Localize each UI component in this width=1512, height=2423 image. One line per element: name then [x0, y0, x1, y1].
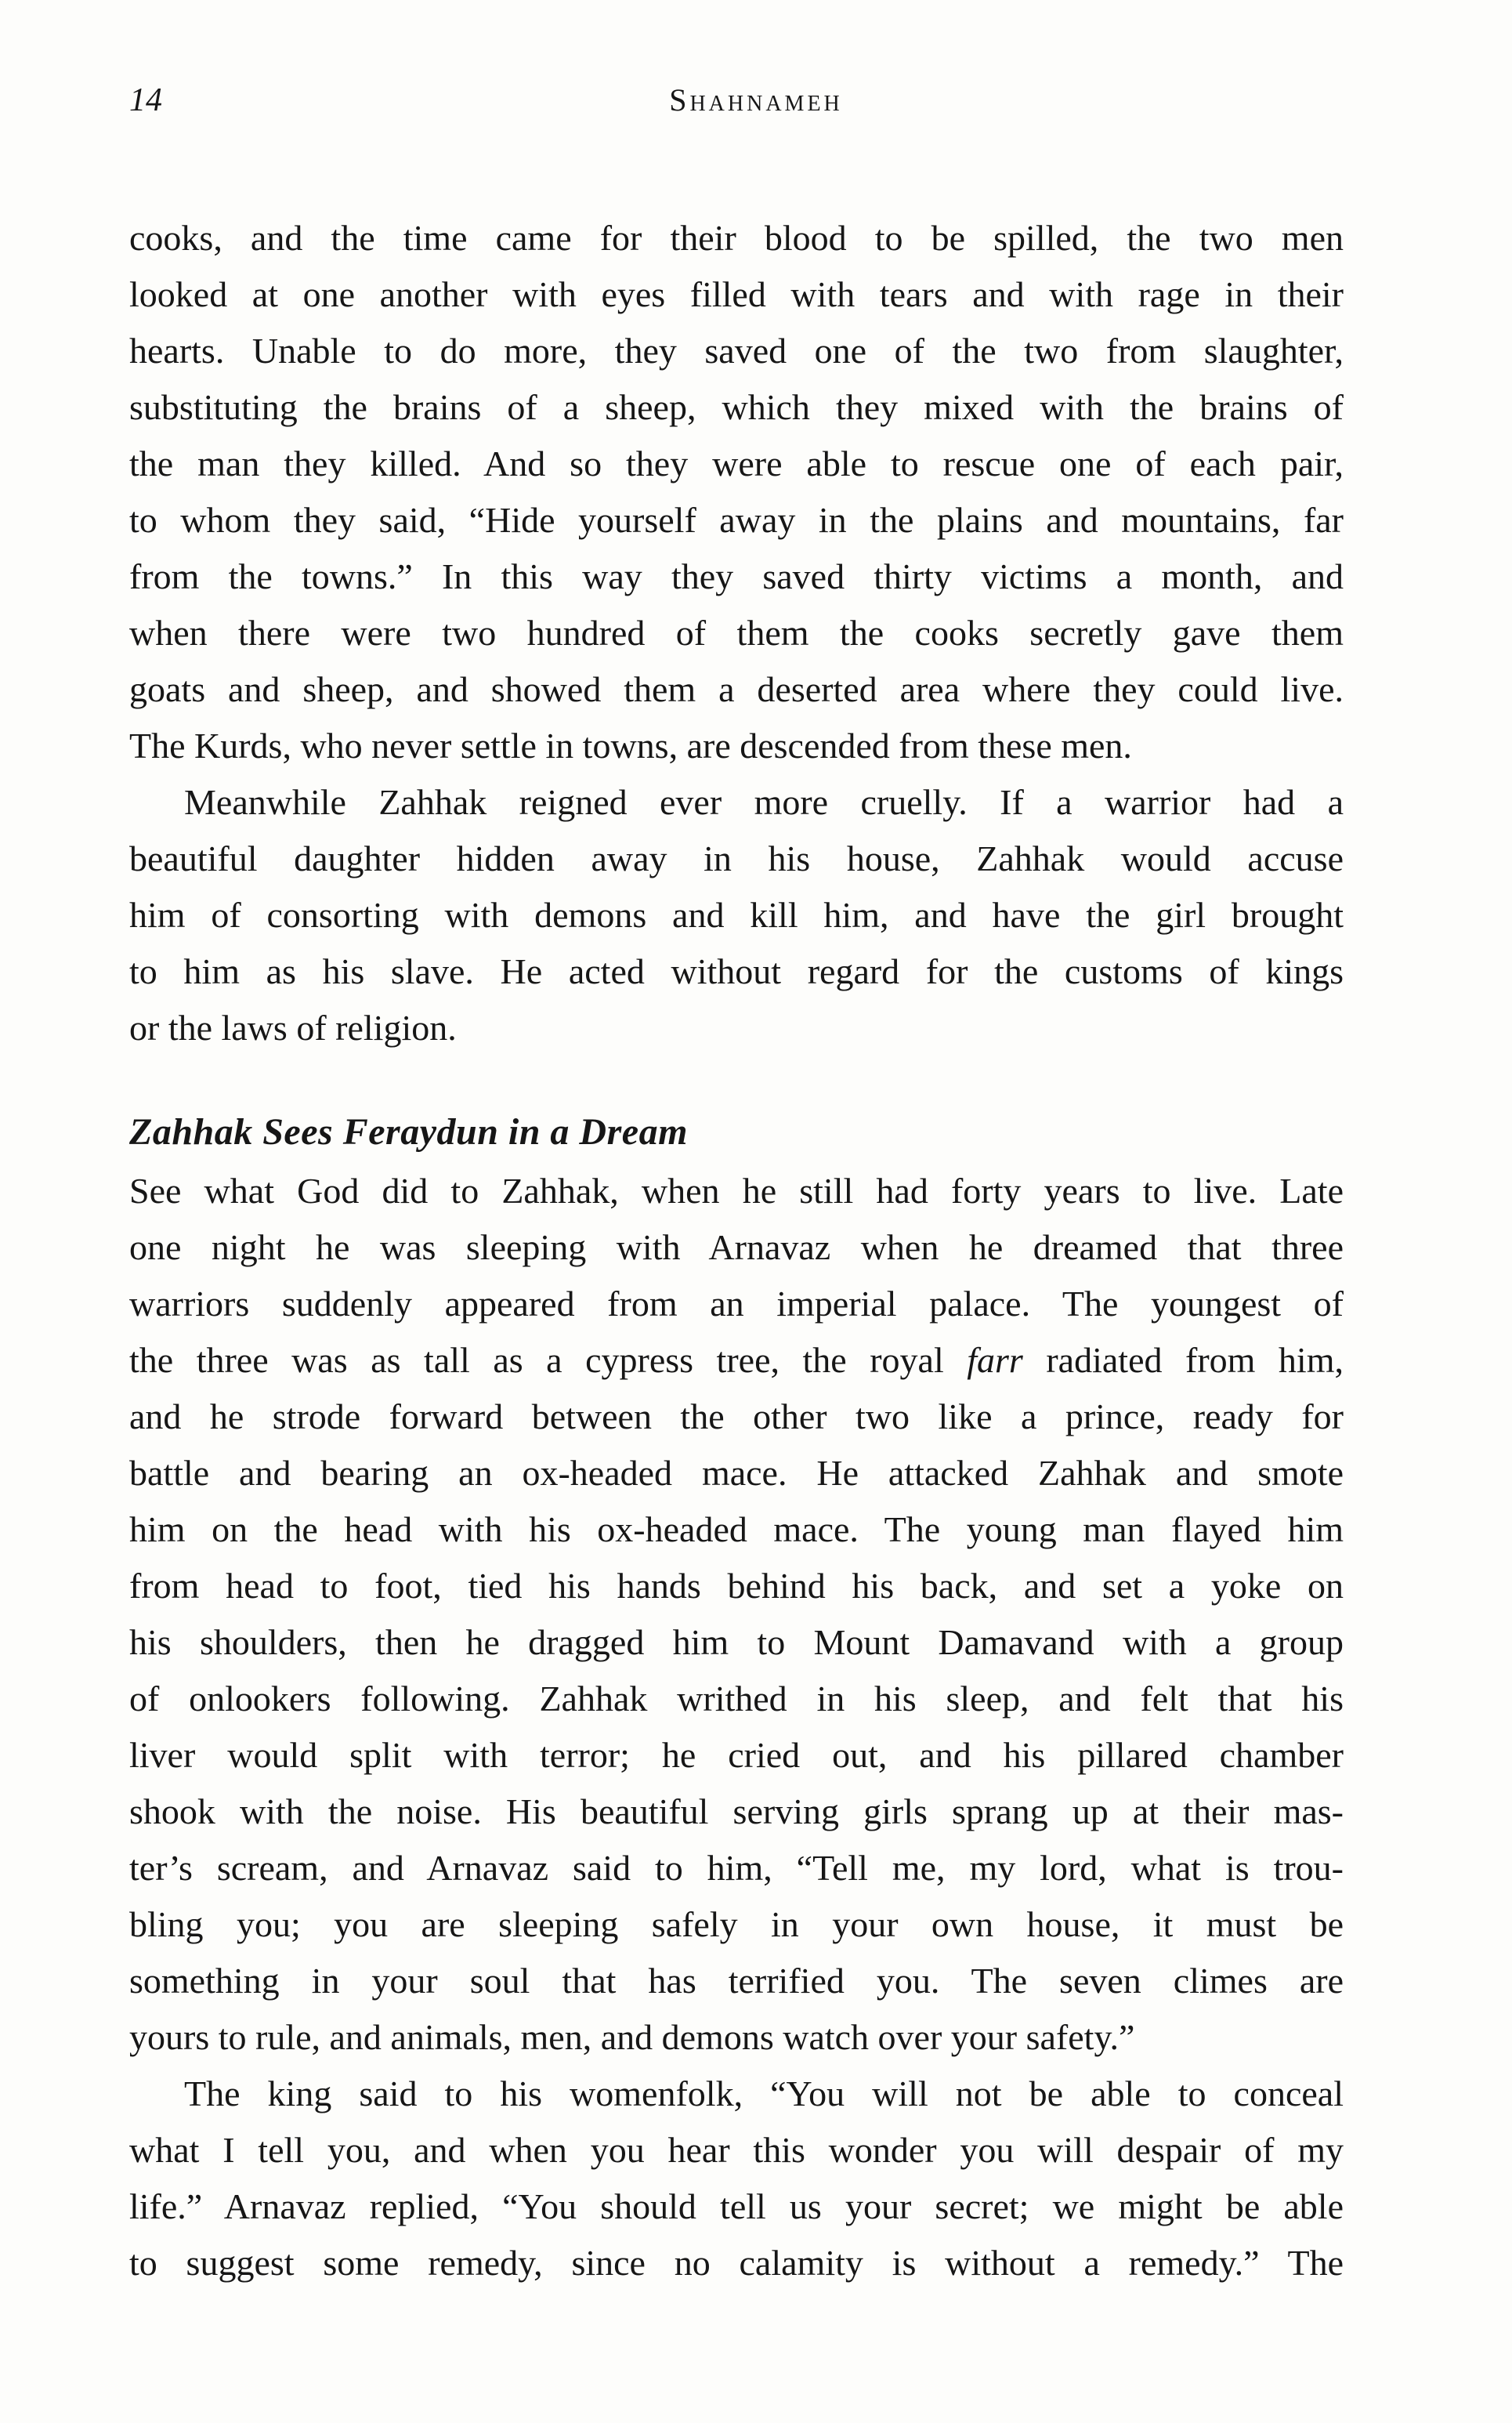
text-line: to suggest some remedy, since no calamity is without a remedy.” The: [129, 2243, 1344, 2283]
text-line: the man they killed. And so they were able to rescue one of each pair,: [129, 444, 1344, 484]
text-line: what I tell you, and when you hear this wonder you will despair of my: [129, 2130, 1344, 2170]
text-line: the three was as tall as a cypress tree, the royal farr radiated from him,: [129, 1340, 1344, 1380]
page-body: [129, 210, 1344, 2291]
text-line: from the towns.” In this way they saved thirty victims a month, and: [129, 556, 1344, 596]
text-line: cooks, and the time came for their blood to be spilled, the two men: [129, 218, 1344, 258]
text-line: from head to foot, tied his hands behind his back, and set a yoke on: [129, 1566, 1344, 1606]
text-line: him on the head with his ox-headed mace. The young man flayed him: [129, 1509, 1344, 1549]
text-line: shook with the noise. His beautiful serving girls sprang up at their mas-: [129, 1791, 1344, 1831]
text-line: and he strode forward between the other two like a prince, ready for: [129, 1396, 1344, 1436]
text-line: when there were two hundred of them the cooks secretly gave them: [129, 613, 1344, 653]
paragraph: [129, 1163, 1344, 2066]
text-line: something in your soul that has terrified you. The seven climes are: [129, 1961, 1344, 2001]
text-line: ter’s scream, and Arnavaz said to him, “Tell me, my lord, what is trou-: [129, 1848, 1344, 1888]
text-line: one night he was sleeping with Arnavaz when he dreamed that three: [129, 1227, 1344, 1267]
paragraph: [129, 210, 1344, 774]
text-line: liver would split with terror; he cried out, and his pillared chamber: [129, 1735, 1344, 1775]
text-line: to whom they said, “Hide yourself away in the plains and mountains, far: [129, 500, 1344, 540]
paragraph: [129, 2066, 1344, 2291]
text-line: beautiful daughter hidden away in his house, Zahhak would accuse: [129, 838, 1344, 878]
text-line: The king said to his womenfolk, “You will not be able to conceal: [184, 2073, 1344, 2113]
text-line: of onlookers following. Zahhak writhed in his sleep, and felt that his: [129, 1679, 1344, 1719]
text-line: life.” Arnavaz replied, “You should tell us your secret; we might be able: [129, 2186, 1344, 2226]
text-line: battle and bearing an ox-headed mace. He attacked Zahhak and smote: [129, 1453, 1344, 1493]
text-line: looked at one another with eyes filled with tears and with rage in their: [129, 274, 1344, 314]
text-line: his shoulders, then he dragged him to Mount Damavand with a group: [129, 1622, 1344, 1662]
text-line: goats and sheep, and showed them a deserted area where they could live.: [129, 669, 1344, 709]
text-line: hearts. Unable to do more, they saved one of the two from slaughter,: [129, 331, 1344, 371]
text-line: Meanwhile Zahhak reigned ever more cruelly. If a warrior had a: [184, 782, 1344, 822]
page-header: [129, 77, 1383, 124]
text-line: to him as his slave. He acted without regard for the customs of kings: [129, 951, 1344, 991]
text-line: him of consorting with demons and kill him, and have the girl brought: [129, 895, 1344, 935]
text-line: bling you; you are sleeping safely in your own house, it must be: [129, 1904, 1344, 1944]
section-heading: Zahhak Sees Feraydun in a Dream: [129, 1111, 688, 1153]
text-line: substituting the brains of a sheep, which they mixed with the brains of: [129, 387, 1344, 427]
page-number: 14: [129, 82, 162, 118]
text-line: yours to rule, and animals, men, and demons watch over your safety.”: [129, 2017, 1135, 2057]
running-head-title: Shahnameh: [669, 82, 843, 118]
text-line: See what God did to Zahhak, when he still had forty years to live. Late: [129, 1171, 1344, 1211]
text-line: or the laws of religion.: [129, 1008, 457, 1048]
text-line: warriors suddenly appeared from an imperial palace. The youngest of: [129, 1284, 1344, 1324]
text-line: The Kurds, who never settle in towns, are descended from these men.: [129, 726, 1132, 766]
paragraph: [129, 774, 1344, 1056]
